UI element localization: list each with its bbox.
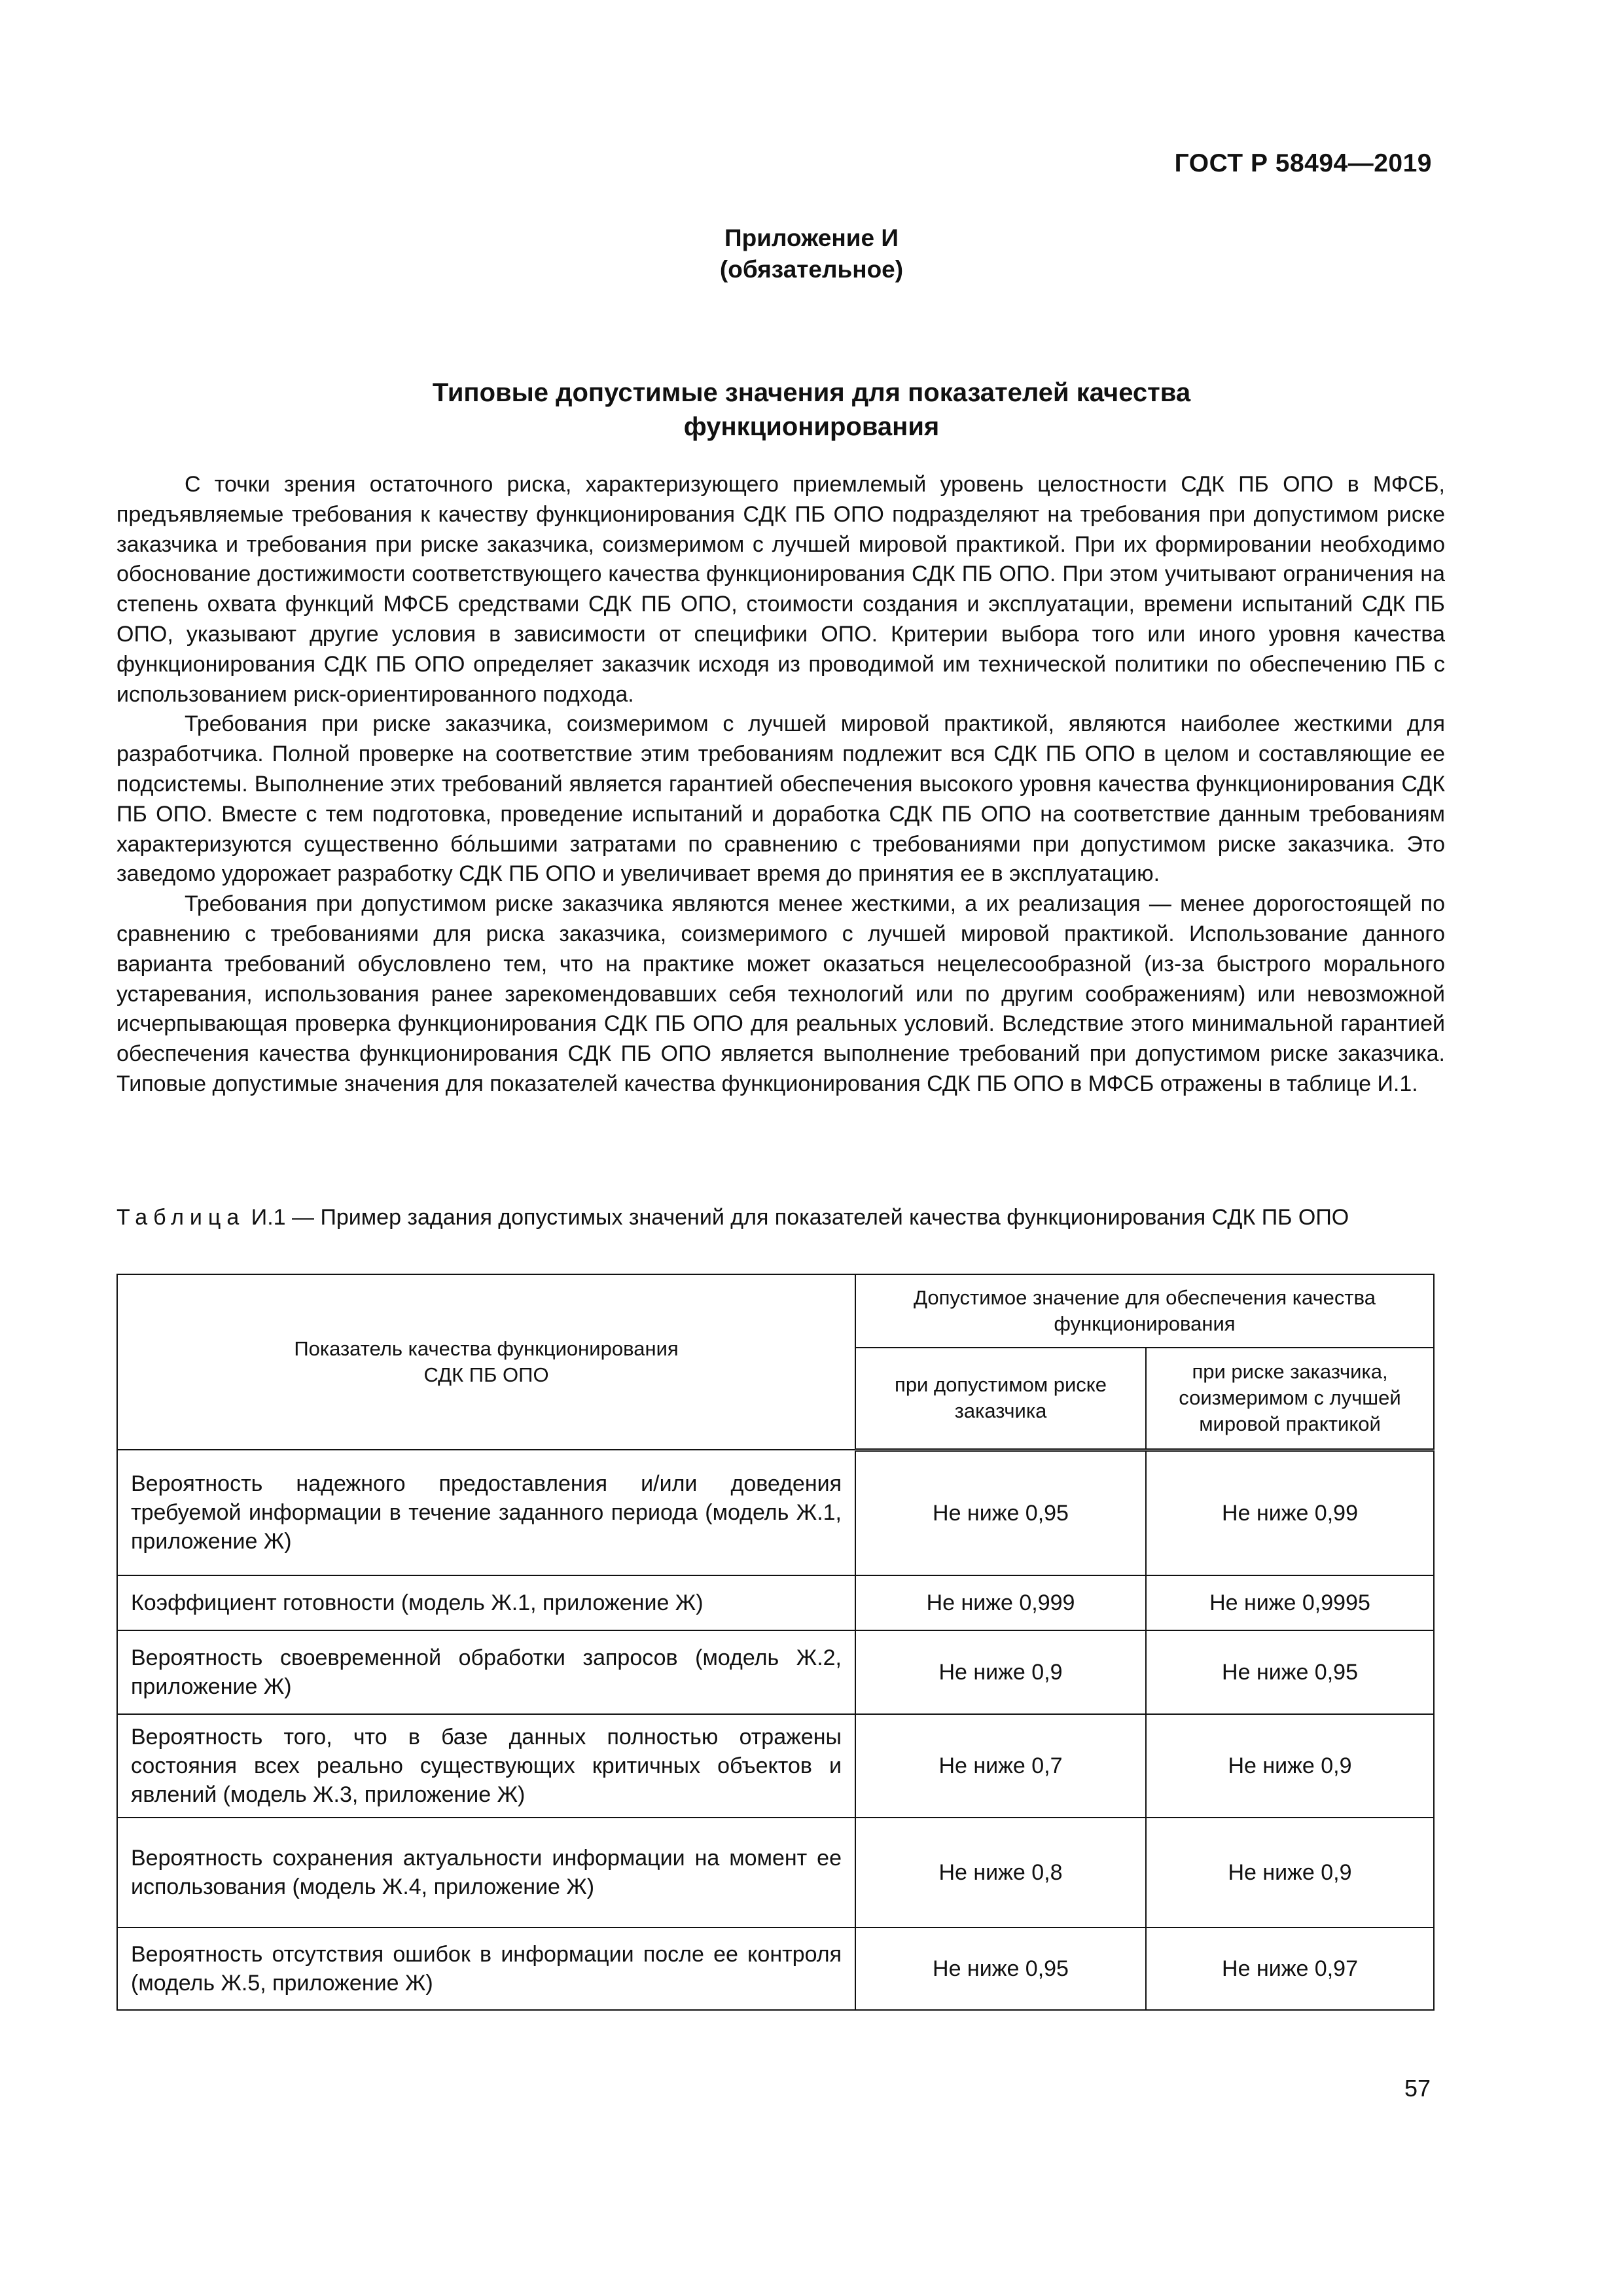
- section-title: [0, 376, 1623, 444]
- table-caption-text: И.1 — Пример задания допустимых значений для показателей качества функционирования СДК ПБ ОПО: [251, 1205, 1349, 1230]
- row-indicator: Коэффициент готовности (модель Ж.1, приложение Ж): [117, 1575, 855, 1630]
- header-best-practice: при риске заказчика, соизмеримом с лучшей мировой практикой: [1146, 1348, 1434, 1450]
- row-indicator: Вероятность надежного предоставления и/или доведения требуемой информации в течение заданного периода (модель Ж.1, приложение Ж): [117, 1450, 855, 1575]
- table-row: [117, 1630, 1434, 1714]
- paragraph-3: Требования при допустимом риске заказчика являются менее жесткими, а их реализация — менее дорогостоящей по сравнению с требованиями для риска заказчика, соизмеримого с лучшей мировой практикой. Использование данного варианта требований обусловлено тем, что на практике может оказаться нецелесообразной (из-за быстрого морального устаревания, использования ранее зарекомендовавших себя технологий или по другим соображениям) или невозможной исчерпывающая проверка функционирования СДК ПБ ОПО для реальных условий. Вследствие этого минимальной гарантией обеспечения качества функционирования СДК ПБ ОПО является выполнение требований при допустимом риске заказчика. Типовые допустимые значения для показателей качества функционирования СДК ПБ ОПО в МФСБ отражены в таблице И.1.: [116, 891, 1445, 1096]
- row-best-practice-value: Не ниже 0,99: [1146, 1450, 1434, 1575]
- row-best-practice-value: Не ниже 0,9: [1146, 1818, 1434, 1928]
- header-acceptable-value: Допустимое значение для обеспечения качества функционирования: [855, 1274, 1434, 1348]
- header-acceptable-risk: при допустимом риске заказчика: [855, 1348, 1146, 1450]
- row-indicator: Вероятность сохранения актуальности информации на момент ее использования (модель Ж.4, приложение Ж): [117, 1818, 855, 1928]
- section-title-line-2: функционирования: [683, 412, 940, 441]
- row-indicator: Вероятность своевременной обработки запросов (модель Ж.2, приложение Ж): [117, 1630, 855, 1714]
- header-indicator: [117, 1274, 855, 1450]
- table-caption: [116, 1203, 1445, 1232]
- appendix-heading: [0, 223, 1623, 285]
- row-best-practice-value: Не ниже 0,9995: [1146, 1575, 1434, 1630]
- standard-code: ГОСТ Р 58494—2019: [1174, 149, 1432, 177]
- appendix-title: Приложение И: [724, 224, 899, 251]
- row-acceptable-value: Не ниже 0,999: [855, 1575, 1146, 1630]
- body-text: [116, 470, 1445, 1100]
- table-row: [117, 1928, 1434, 2010]
- row-best-practice-value: Не ниже 0,95: [1146, 1630, 1434, 1714]
- quality-values-table: [116, 1274, 1435, 2011]
- row-acceptable-value: Не ниже 0,7: [855, 1714, 1146, 1818]
- section-title-line-1: Типовые допустимые значения для показателей качества: [432, 378, 1191, 407]
- row-acceptable-value: Не ниже 0,9: [855, 1630, 1146, 1714]
- header-indicator-line-1: Показатель качества функционирования: [294, 1337, 679, 1360]
- page-number: 57: [1404, 2075, 1431, 2102]
- row-indicator: Вероятность отсутствия ошибок в информации после ее контроля (модель Ж.5, приложение Ж): [117, 1928, 855, 2010]
- paragraph-2: Требования при риске заказчика, соизмеримом с лучшей мировой практикой, являются наиболее жесткими для разработчика. Полной проверке на соответствие этим требованиям подлежит вся СДК ПБ ОПО в целом и составляющие ее подсистемы. Выполнение этих требований является гарантией обеспечения высокого уровня качества функционирования СДК ПБ ОПО. Вместе с тем подготовка, проведение испытаний и доработка СДК ПБ ОПО на соответствие данным требованиям характеризуются существенно бóльшими затратами по сравнению с требованиями при допустимом риске заказчика. Это заведомо удорожает разработку СДК ПБ ОПО и увеличивает время до принятия ее в эксплуатацию.: [116, 711, 1445, 887]
- table-row: [117, 1818, 1434, 1928]
- table-row: [117, 1450, 1434, 1575]
- table-row: [117, 1714, 1434, 1818]
- appendix-status: (обязательное): [719, 256, 904, 283]
- row-best-practice-value: Не ниже 0,9: [1146, 1714, 1434, 1818]
- row-acceptable-value: Не ниже 0,95: [855, 1450, 1146, 1575]
- row-indicator: Вероятность того, что в базе данных полностью отражены состояния всех реально существующих критичных объектов и явлений (модель Ж.3, приложение Ж): [117, 1714, 855, 1818]
- paragraph-1: С точки зрения остаточного риска, характеризующего приемлемый уровень целостности СДК ПБ ОПО в МФСБ, предъявляемые требования к качеству функционирования СДК ПБ ОПО подразделяют на требования при допустимом риске заказчика и требования при риске заказчика, соизмеримом с лучшей мировой практикой. При их формировании необходимо обоснование достижимости соответствующего качества функционирования СДК ПБ ОПО. При этом учитывают ограничения на степень охвата функций МФСБ средствами СДК ПБ ОПО, стоимости создания и эксплуатации, времени испытаний СДК ПБ ОПО, указывают другие условия в зависимости от специфики ОПО. Критерии выбора того или иного уровня качества функционирования СДК ПБ ОПО определяет заказчик исходя из проводимой им технической политики по обеспечению ПБ с использованием риск-ориентированного подхода.: [116, 472, 1445, 707]
- row-best-practice-value: Не ниже 0,97: [1146, 1928, 1434, 2010]
- table-row: [117, 1575, 1434, 1630]
- header-indicator-line-2: СДК ПБ ОПО: [423, 1363, 549, 1386]
- table-caption-label: Таблица: [116, 1205, 245, 1230]
- row-acceptable-value: Не ниже 0,8: [855, 1818, 1146, 1928]
- row-acceptable-value: Не ниже 0,95: [855, 1928, 1146, 2010]
